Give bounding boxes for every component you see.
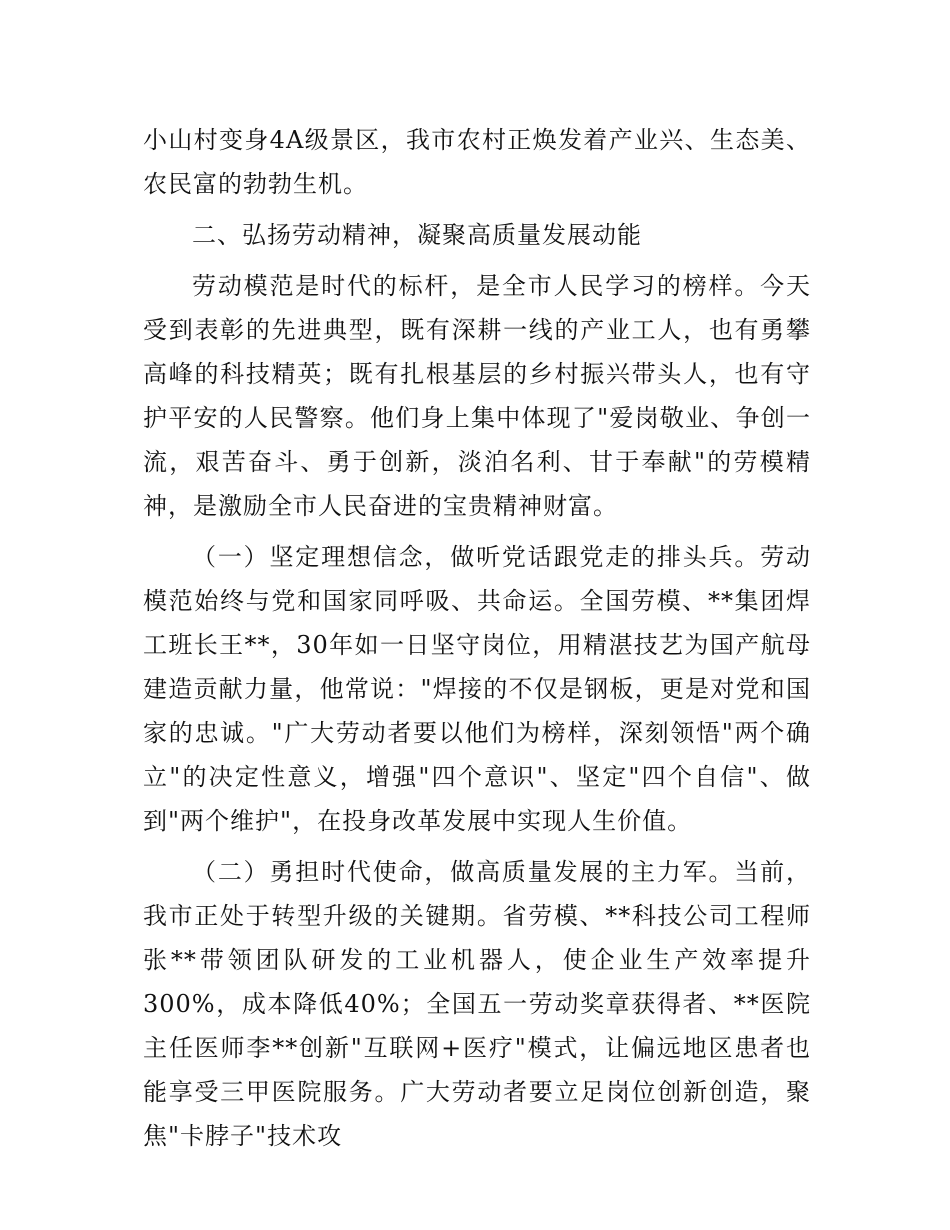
- paragraph-section-2: （二）勇担时代使命，做高质量发展的主力军。当前，我市正处于转型升级的关键期。省劳模、**科技公司工程师张**带领团队研发的工业机器人，使企业生产效率提升300%，成本降低40%；全国五一劳动奖章获得者、**医院主任医师李**创新"互联网+医疗"模式，让偏远地区患者也能享受三甲医院服务。广大劳动者要立足岗位创新创造，聚焦"卡脖子"技术攻: [143, 858, 811, 1150]
- paragraph-model-workers: 劳动模范是时代的标杆，是全市人民学习的榜样。今天受到表彰的先进典型，既有深耕一线的产业工人，也有勇攀高峰的科技精英；既有扎根基层的乡村振兴带头人，也有守护平安的人民警察。他们身上集中体现了"爱岗敬业、争创一流，艰苦奋斗、勇于创新，淡泊名利、甘于奉献"的劳模精神，是激励全市人民奋进的宝贵精神财富。: [143, 272, 811, 520]
- paragraph-continuation: 小山村变身4A级景区，我市农村正焕发着产业兴、生态美、农民富的勃勃生机。: [143, 126, 811, 198]
- section-heading: 二、弘扬劳动精神，凝聚高质量发展动能: [192, 221, 642, 249]
- paragraph-section-1: （一）坚定理想信念，做听党话跟党走的排头兵。劳动模范始终与党和国家同呼吸、共命运。全国劳模、**集团焊工班长王**，30年如一日坚守岗位，用精湛技艺为国产航母建造贡献力量，他常说："焊接的不仅是钢板，更是对党和国家的忠诚。"广大劳动者要以他们为榜样，深刻领悟"两个确立"的决定性意义，增强"四个意识"、坚定"四个自信"、做到"两个维护"，在投身改革发展中实现人生价值。: [143, 543, 811, 835]
- document-body: [143, 118, 811, 1165]
